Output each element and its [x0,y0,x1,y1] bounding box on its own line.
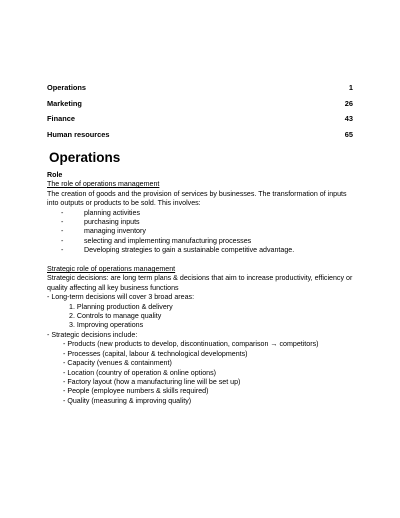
strategic-subheading: Strategic role of operations management [47,265,176,274]
toc-entry-label: Human resources [47,129,110,139]
list-item: - Developing strategies to gain a sustainable competitive advantage. [47,246,359,255]
toc-entry-label: Finance [47,114,75,123]
list-item: - People (employee numbers & skills required) [63,387,209,396]
toc-entry-operations[interactable] [47,83,353,99]
toc-entry-page: 26 [344,98,353,108]
list-item: - managing inventory [47,227,359,236]
role-intro: The creation of goods and the provision of services by businesses. The transformation of inputs into outputs or products to be sold. This involves: [47,189,347,208]
list-item: - Factory layout (how a manufacturing line will be set up) [63,377,241,386]
toc-entry-human-resources[interactable] [47,130,353,146]
role-subheading: The role of operations management [47,180,160,189]
toc-entry-marketing[interactable] [47,99,353,115]
list-item: 2. Controls to manage quality [69,312,162,321]
strategic-intro: Strategic decisions: are long term plans & decisions that aim to increase productivity, efficiency or quality affecting all key business functions [47,274,353,292]
toc-entry-page: 1 [348,83,353,92]
list-item: - purchasing inputs [47,218,359,227]
toc-entry-page: 43 [344,114,353,123]
toc-entry-label: Operations [47,83,87,92]
section-heading: Operations [49,150,121,165]
spacer [47,256,359,265]
list-item: - Capacity (venues & containment) [63,359,172,368]
list-item: - planning activities [47,209,359,218]
list-item: - Location (country of operation & online options) [63,368,217,377]
toc-entry-finance[interactable] [47,114,353,130]
table-of-contents [47,83,353,145]
role-label: Role [47,171,63,179]
list-item: 3. Improving operations [69,321,144,330]
section-body [47,171,359,406]
long-term-list [47,303,359,331]
list-item: - Quality (measuring & improving quality) [63,396,192,405]
long-term-intro: - Long-term decisions will cover 3 broad areas: [47,293,195,302]
toc-entry-label: Marketing [47,98,82,108]
strategic-decisions-intro: - Strategic decisions include: [47,330,138,339]
list-item: - selecting and implementing manufacturing processes [47,237,359,246]
list-item: 1. Planning production & delivery [69,302,173,311]
role-list [47,209,359,256]
toc-entry-page: 65 [344,129,353,139]
strategic-decisions-list [47,340,359,406]
list-item: - Products (new products to develop, discontinuation, comparison → competitors) [63,340,319,349]
list-item: - Processes (capital, labour & technological developments) [63,349,248,358]
